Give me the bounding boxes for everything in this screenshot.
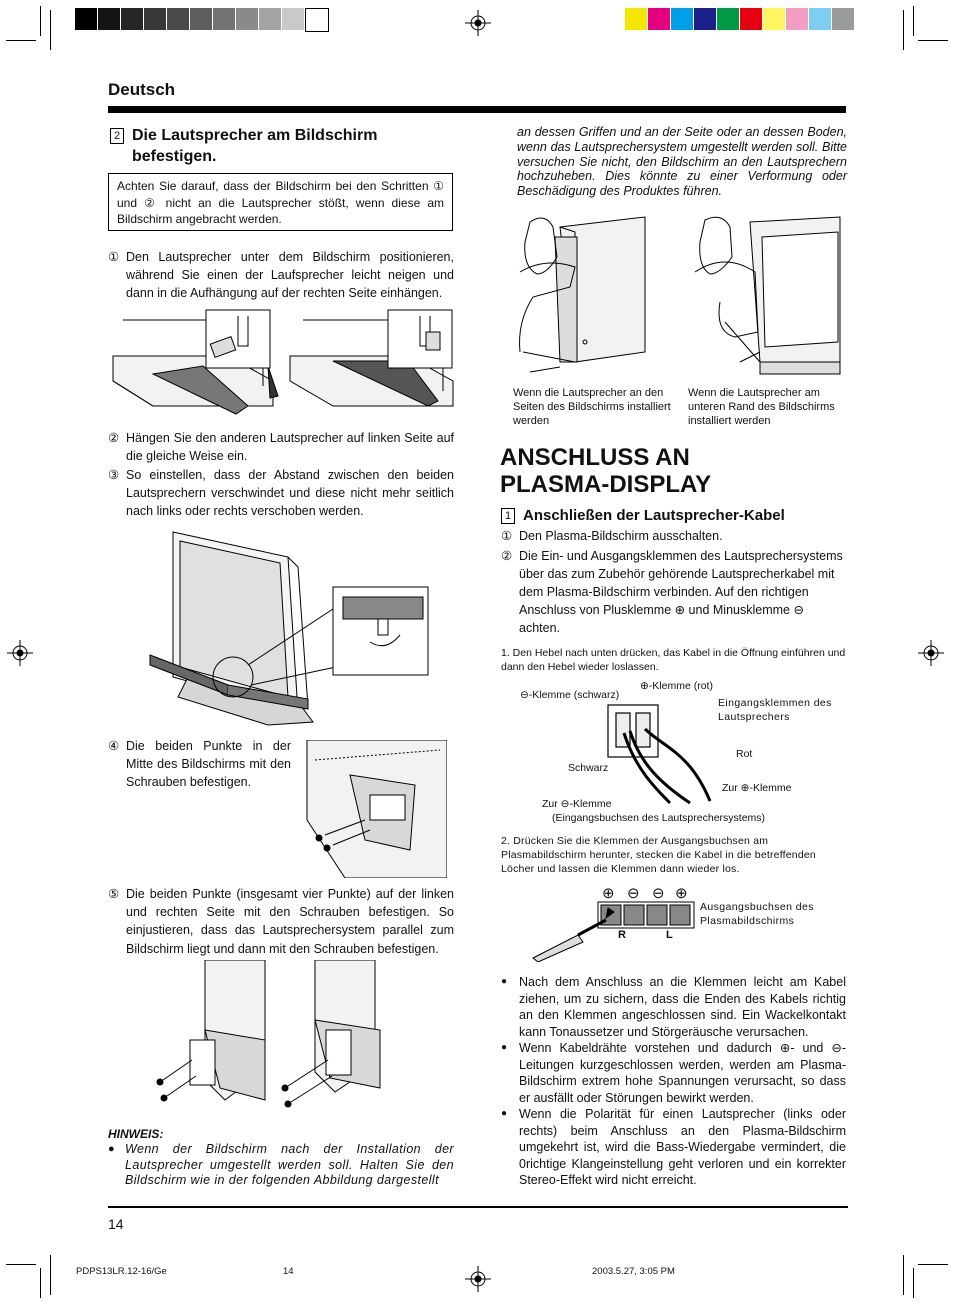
footer-rule — [108, 1206, 848, 1208]
color-swatch — [671, 8, 693, 30]
step-4: ④ Die beiden Punkte in der Mitte des Bildschirms mit den Schrauben befestigen. — [108, 739, 291, 790]
registration-mark-bottom — [465, 1266, 491, 1292]
step-1: ① Den Lautsprecher unter dem Bildschirm positionieren, während Sie einen der Laufsprecher leicht neigen und dann in die Aufhängung auf der rechten Seite einhängen. — [108, 250, 454, 301]
color-swatch — [740, 8, 762, 30]
color-swatch — [717, 8, 739, 30]
color-swatch — [75, 8, 97, 30]
display-with-speakers-illustration — [148, 527, 433, 727]
input-terminals-label: Eingangsklemmen des Lautsprechers — [718, 697, 832, 723]
substep-2: 2. Drücken Sie die Klemmen der Ausgangsbuchsen am Plasmabildschirm herunter, stecken die Kabel in die betreffenden Löcher und lassen die Klemmen dann wieder los. — [501, 835, 816, 875]
lifting-display-illustration-bottom — [690, 212, 848, 382]
section-title: Die Lautsprecher am Bildschirm befestigen. — [132, 127, 378, 165]
connect-step-1: ① Den Plasma-Bildschirm ausschalten. — [501, 529, 723, 543]
registration-mark-top — [465, 10, 491, 36]
list-item: ● Nach dem Anschluss an die Klemmen leicht am Kabel ziehen, um zu sichern, dass die Enden des Kabels richtig an den Klemmen angeschlossen sind. Ein Wackelkontakt kann Tonaussetzer und Störgeräusche verursachen. — [501, 975, 846, 1039]
section-2-heading — [110, 125, 450, 167]
hinweis-title: HINWEIS: — [108, 1127, 164, 1141]
hinweis-text: Wenn der Bildschirm nach der Installation der Lautsprecher umgestellt werden soll. Halten Sie den Bildschirm wie in der folgenden Abbildung dargestellt — [125, 1142, 454, 1187]
color-swatch — [648, 8, 670, 30]
section-number-box: 1 — [501, 508, 515, 524]
color-swatch — [832, 8, 854, 30]
step-5: ⑤ Die beiden Punkte (insgesamt vier Punkte) auf der linken und rechten Seite mit den Schrauben befestigen. So einjustieren, dass das Lautsprechersystem parallel zum Bildschirm liegt und dann mit den Schrauben befestigen. — [108, 887, 454, 956]
color-swatch — [190, 8, 212, 30]
black-wire-label: Schwarz — [568, 762, 609, 774]
color-swatch — [282, 8, 304, 30]
anschluss-heading: ANSCHLUSS AN PLASMA-DISPLAY — [500, 444, 712, 498]
color-swatch — [809, 8, 831, 30]
plus-terminal-label: ⊕-Klemme (rot) — [640, 680, 713, 692]
speaker-mounting-illustration — [108, 306, 456, 422]
footer-date: 2003.5.27, 3:05 PM — [592, 1266, 675, 1277]
substep-1: 1. Den Hebel nach unten drücken, das Kabel in die Öffnung einführen und dann den Hebel wieder loslassen. — [501, 647, 846, 673]
section-title: Anschließen der Lautsprecher-Kabel — [523, 507, 785, 524]
registration-mark-left — [7, 640, 33, 666]
color-swatch — [236, 8, 258, 30]
caption-sides: Wenn die Lautsprecher an den Seiten des Bildschirms installiert werden — [513, 387, 671, 427]
color-swatch — [305, 8, 329, 32]
color-swatch — [144, 8, 166, 30]
color-swatch — [786, 8, 808, 30]
header-rule — [108, 106, 846, 113]
color-swatch — [98, 8, 120, 30]
hinweis-continued: an dessen Griffen und an der Seite oder an dessen Boden, wenn das Lautsprechersystem umgestellt werden soll. Bitte versuchen Sie nicht, den Bildschirm an den Lautsprechern hochzuheben. Dies könnte zu einer Verformung oder Beschädigung des Produktes führen. — [517, 125, 847, 199]
left-channel-label: L — [666, 929, 673, 941]
center-screw-illustration — [305, 740, 447, 878]
section-number-box: 2 — [110, 128, 124, 144]
color-swatch — [167, 8, 189, 30]
list-item: ● Wenn Kabeldrähte vorstehen und dadurch ⊕- und ⊖-Leitungen kurzgeschlossen werden, werden am Plasma-Bildschirm extrem hohe Spannungen verursacht, so dass er ausfällt oder Störungen bewirkt werden. — [501, 1041, 846, 1105]
color-swatch — [763, 8, 785, 30]
notice-text: Achten Sie darauf, dass der Bildschirm bei den Schritten ① und ② nicht an die Lautsprecher stößt, wenn diese am Bildschirm angebracht werden. — [117, 179, 444, 226]
color-swatch — [694, 8, 716, 30]
list-item: ● Wenn die Polarität für einen Lautsprecher (links oder rechts) beim Anschluss an den Plasma-Bildschirm umgekehrt ist, wird die Bass-Wiedergabe vermindert, die 0richtige Klangeinstellung geht verloren und ein korrekter Stereo-Effekt wird nicht erreicht. — [501, 1107, 846, 1187]
footer-file: PDPS13LR.12-16/Ge — [76, 1266, 167, 1277]
step-3: ③ So einstellen, dass der Abstand zwischen den beiden Lautsprechern verschwindet und diese nicht mehr seitlich nach links oder rechts verschoben werden. — [108, 468, 454, 519]
registration-mark-right — [918, 640, 944, 666]
caption-bottom: Wenn die Lautsprecher am unteren Rand des Bildschirms installiert werden — [688, 387, 835, 427]
lifting-display-illustration-sides — [515, 212, 650, 382]
section-1-heading — [501, 507, 846, 525]
color-swatch — [259, 8, 281, 30]
notice-box — [108, 173, 453, 231]
language-heading: Deutsch — [108, 80, 176, 99]
color-swatch — [213, 8, 235, 30]
output-jacks-label: Ausgangsbuchsen des Plasmabildschirms — [700, 901, 814, 927]
step-2: ② Hängen Sie den anderen Lautsprecher auf linken Seite auf die gleiche Weise ein. — [108, 431, 454, 464]
minus-terminal-label: ⊖-Klemme (schwarz) — [520, 689, 620, 701]
output-terminal-symbols: ⊕ ⊖ ⊖ ⊕ — [602, 885, 688, 902]
to-minus-label: Zur ⊖-Klemme — [542, 798, 612, 810]
page-number: 14 — [108, 1216, 124, 1232]
hinweis-bullet: ● Wenn der Bildschirm nach der Installation der Lautsprecher umgestellt werden soll. Halten Sie den Bildschirm wie in der folgenden Abbildung dargestellt — [108, 1142, 454, 1187]
red-wire-label: Rot — [736, 748, 753, 760]
speaker-input-terminals-illustration — [600, 693, 720, 808]
bullet-list — [501, 974, 846, 1189]
color-swatch — [121, 8, 143, 30]
connect-step-2: ② Die Ein- und Ausgangsklemmen des Lautsprechersystems über das zum Zubehör gehörende Lautsprecherkabel mit dem Plasma-Bildschirm verbinden. Auf den richtigen Anschluss von Plusklemme ⊕ und Minusklemme ⊖ achten. — [501, 549, 843, 635]
input-jacks-label: (Eingangsbuchsen des Lautsprechersystems) — [552, 812, 766, 824]
color-swatch — [625, 8, 647, 30]
side-screws-illustration — [150, 960, 390, 1122]
to-plus-label: Zur ⊕-Klemme — [722, 782, 792, 794]
right-channel-label: R — [618, 929, 626, 941]
footer-page: 14 — [283, 1266, 294, 1277]
